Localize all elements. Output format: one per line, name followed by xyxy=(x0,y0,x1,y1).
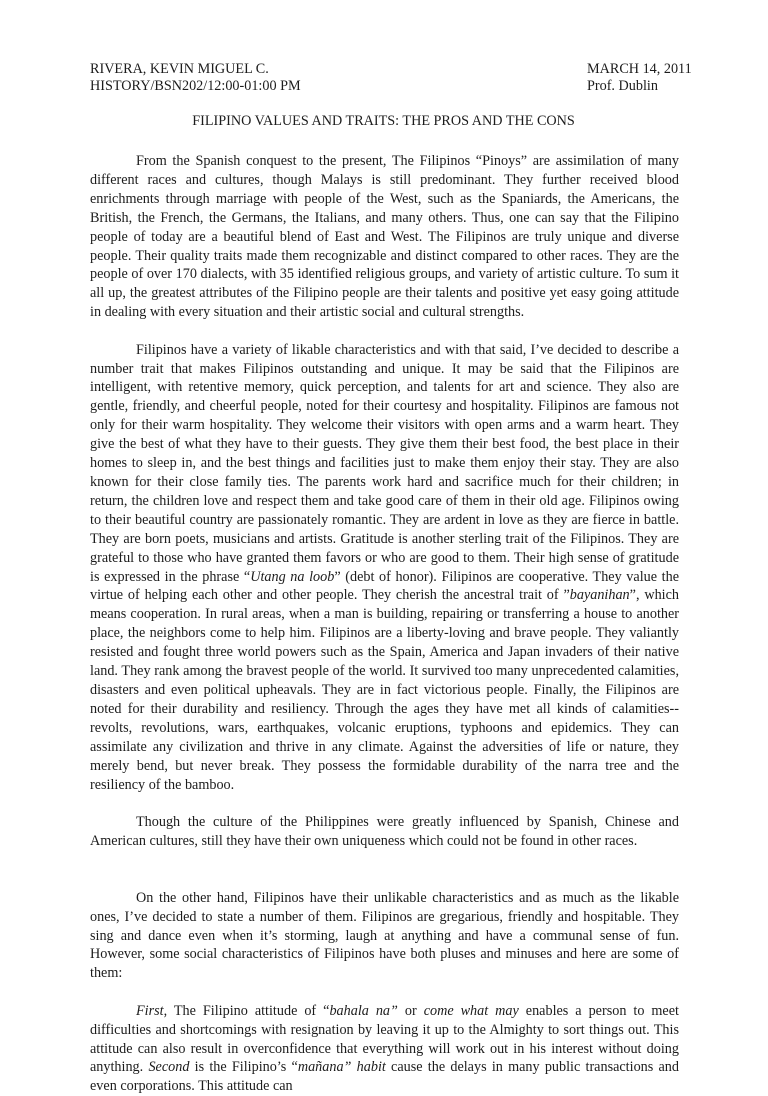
paragraph-text: is the Filipino’s “ xyxy=(189,1059,298,1076)
label-second: Second xyxy=(148,1059,190,1076)
term-bayanihan: bayanihan xyxy=(569,587,630,604)
paragraph-culture: Though the culture of the Philippines were greatly influenced by Spanish, Chinese and American cultures, still they have their own uniqueness which could not be found in other races. xyxy=(90,813,679,849)
paragraph-first-second xyxy=(90,1002,679,1096)
header-right xyxy=(587,61,692,95)
term-manana-habit: mañana” habit xyxy=(297,1059,386,1076)
term-come-what-may: come what may xyxy=(423,1002,519,1019)
paragraph-text: cause the delays in many public transactions and even corporations. This attitude can xyxy=(90,1059,679,1095)
professor-name: Prof. Dublin xyxy=(587,78,658,94)
document-body xyxy=(90,152,679,1096)
term-bahala-na: bahala na” xyxy=(329,1002,398,1019)
header-left xyxy=(90,61,301,95)
paragraph-text: ” (debt of honor). Filipinos are cooperative. They value the virtue of helping each other and other people. They cherish the ancestral trait of ” xyxy=(90,568,679,604)
document-title: FILIPINO VALUES AND TRAITS: THE PROS AND THE CONS xyxy=(192,113,575,129)
paragraph-text: Filipinos have a variety of likable characteristics and with that said, I’ve decided to describe a number trait that makes Filipinos outstanding and unique. It may be said that the Filipinos are intelligent, with retentive memory, quick perception, and talents for art and science. They also are gentle, friendly, and cheerful people, noted for their courtesy and hospitality. Filipinos are famous not only for their warm hospitality. They welcome their visitors with open arms and a warm heart. They give the best of what they have to their guests. They give them their best food, the best place in their homes to sleep in, and the best things and facilities just to make them enjoy their stay. They are also known for their close family ties. The parents work hard and sacrifice much for their children; in return, the children love and respect them and take good care of them in their old age. Filipinos owing to their beautiful country are passionately romantic. They are ardent in love as they are fierce in battle. They are born poets, musicians and artists. Gratitude is another sterling trait of the Filipinos. They are grateful to those who have granted them favors or who are good to them. Their high sense of gratitude is expressed in the phrase “ xyxy=(90,341,679,585)
paragraph-text: , The Filipino attitude of “ xyxy=(163,1002,330,1019)
author-name: RIVERA, KEVIN MIGUEL C. xyxy=(90,61,269,77)
term-utang-na-loob: Utang na loob xyxy=(250,568,335,585)
paragraph-likable-traits xyxy=(90,341,679,795)
paragraph-text: ”, which means cooperation. In rural areas, when a man is building, repairing or transferring a house to another place, the neighbors come to help him. Filipinos are a liberty-loving and brave people. They valiantly resisted and fought three world powers such as the Spain, America and Japan invaders of their native land. They rank among the bravest people of the world. It survived too many unprecedented calamities, disasters and even political upheavals. They are in fact victorious people. Finally, the Filipinos are noted for their durability and resiliency. Through the ages they have met all kinds of calamities-- revolts, revolutions, wars, earthquakes, volcanic eruptions, typhoons and epidemics. They can assimilate any civilization and thrive in any climate. Against the adversities of life or nature, they merely bend, but never break. They possess the formidable durability of the narra tree and the resiliency of the bamboo. xyxy=(90,587,679,793)
label-first: First xyxy=(136,1002,164,1019)
paragraph-unlikable-traits: On the other hand, Filipinos have their unlikable characteristics and as much as the likable ones, I’ve decided to state a number of them. Filipinos are gregarious, friendly and hospitable. They sing and dance even when it’s storming, laugh at anything and have a communal sense of fun. However, some social characteristics of Filipinos have both pluses and minuses and here are some of them: xyxy=(90,889,679,982)
document-date: MARCH 14, 2011 xyxy=(587,61,692,77)
paragraph-text: enables a person to meet difficulties and shortcomings with resignation by leaving it up to the Almighty to sort things out. This attitude can also result in overconfidence that everything will work out in his interest without doing anything. xyxy=(90,1002,679,1076)
paragraph-text: or xyxy=(397,1002,424,1019)
course-info: HISTORY/BSN202/12:00-01:00 PM xyxy=(90,78,301,94)
paragraph-intro: From the Spanish conquest to the present, The Filipinos “Pinoys” are assimilation of many different races and cultures, though Malays is still predominant. They further received blood enrichments through marriage with people of the West, such as the Spaniards, the Americans, the British, the French, the Germans, the Italians, and many others. Thus, one can say that the Filipino people of today are a beautiful blend of East and West. The Filipinos are truly unique and diverse people. Their quality traits made them recognizable and distinct compared to other races. They are the people of over 170 dialects, with 35 identified religious groups, and variety of artistic culture. To sum it all up, the greatest attributes of the Filipino people are their talents and positive yet easy going attitude in dealing with every situation and their artistic social and cultural strengths. xyxy=(90,153,679,321)
